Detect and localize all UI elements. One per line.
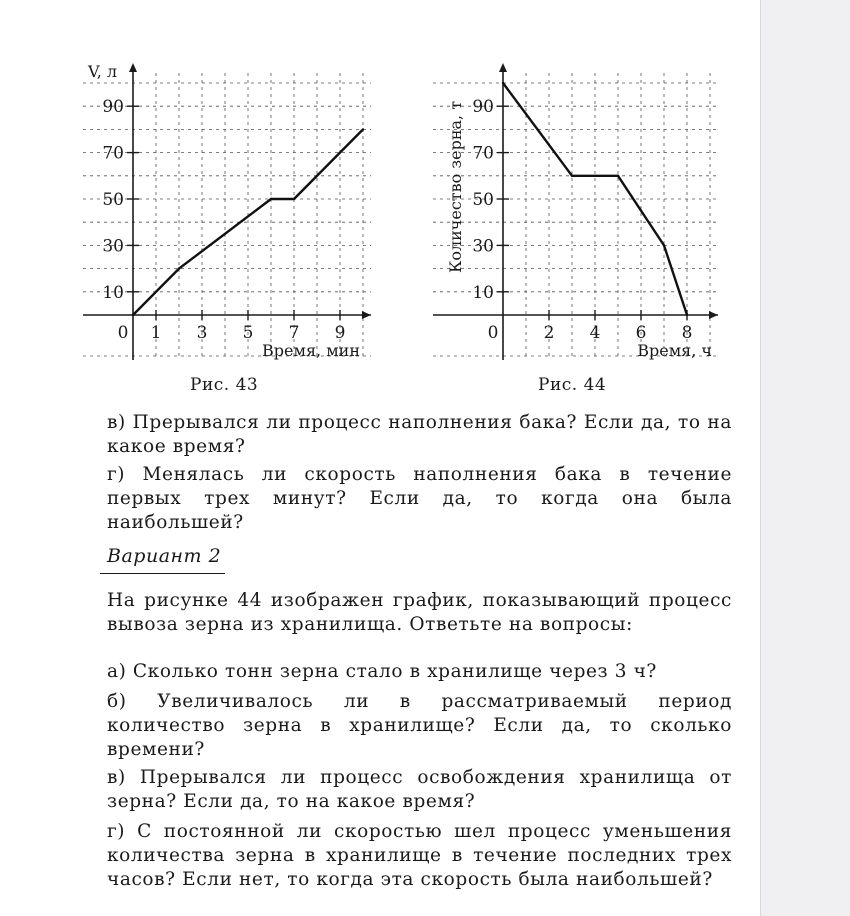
data-point <box>270 198 272 200</box>
variant-heading: Вариант 2 <box>107 545 222 567</box>
figure-44-chart <box>430 55 730 375</box>
x-tick-label: 6 <box>635 323 647 343</box>
y-tick-label: 90 <box>102 97 124 118</box>
y-axis-label: Количество зерна, т <box>446 100 465 274</box>
y-tick-label: 70 <box>102 143 124 164</box>
variant-intro: На рисунке 44 изображен график, показывающий процесс вывоза зерна из хранилища. Ответьте на вопросы: <box>107 590 732 635</box>
data-point <box>132 314 134 316</box>
y-axis-label: V, л <box>88 62 118 81</box>
x-tick-label: 3 <box>196 323 208 343</box>
data-point <box>686 314 688 316</box>
x-axis-label: Время, мин <box>262 341 360 360</box>
x-tick-label: 4 <box>589 323 601 343</box>
x-tick-label: 2 <box>543 323 555 343</box>
origin-label: 0 <box>117 323 129 343</box>
x-tick-label: 1 <box>150 323 162 343</box>
data-point <box>178 267 180 269</box>
variant-underline <box>100 573 225 574</box>
y-tick-label: 10 <box>472 282 494 303</box>
data-point <box>663 244 665 246</box>
question-g: г) Менялась ли скорость наполнения бака в течение первых трех минут? Если да, то когда она была наибольшей? <box>107 464 732 533</box>
y-tick-label: 90 <box>472 97 494 118</box>
y-tick-label: 30 <box>472 236 494 257</box>
origin-label: 0 <box>487 323 499 343</box>
data-point <box>362 128 364 130</box>
y-tick-label: 30 <box>102 236 124 257</box>
y-tick-label: 50 <box>102 190 124 210</box>
y-axis-arrow <box>129 63 137 72</box>
x-axis-arrow <box>362 311 371 319</box>
data-point <box>617 175 619 177</box>
x-axis-arrow <box>709 311 718 319</box>
x-tick-label: 5 <box>242 323 254 343</box>
question-b: б) Увеличивалось ли в рассматриваемый период количество зерна в хранилище? Если да, то сколько времени? <box>107 691 732 760</box>
x-tick-label: 9 <box>334 323 346 343</box>
data-point <box>571 175 573 177</box>
data-point <box>293 198 295 200</box>
question-v: в) Прерывался ли процесс наполнения бака? Если да, то на какое время? <box>107 412 732 457</box>
x-tick-label: 7 <box>288 323 300 343</box>
y-tick-label: 70 <box>472 143 494 164</box>
x-axis-label: Время, ч <box>637 341 712 360</box>
y-axis-arrow <box>499 63 507 72</box>
viewer-side-panel <box>761 0 850 916</box>
figure-43-chart <box>80 55 380 375</box>
question-a: а) Сколько тонн зерна стало в хранилище через 3 ч? <box>107 661 657 682</box>
y-tick-label: 10 <box>102 282 124 303</box>
question-v2: в) Прерывался ли процесс освобождения хранилища от зерна? Если да, то на какое время? <box>107 767 732 812</box>
data-point <box>502 82 504 84</box>
y-tick-label: 50 <box>472 190 494 210</box>
x-tick-label: 8 <box>681 323 693 343</box>
question-g2: г) С постоянной ли скоростью шел процесс уменьшения количества зерна в хранилище в течение последних трех часов? Если нет, то когда эта скорость была наибольшей? <box>107 821 732 890</box>
figure-44-caption: Рис. 44 <box>538 375 607 395</box>
figure-43-caption: Рис. 43 <box>190 375 259 395</box>
